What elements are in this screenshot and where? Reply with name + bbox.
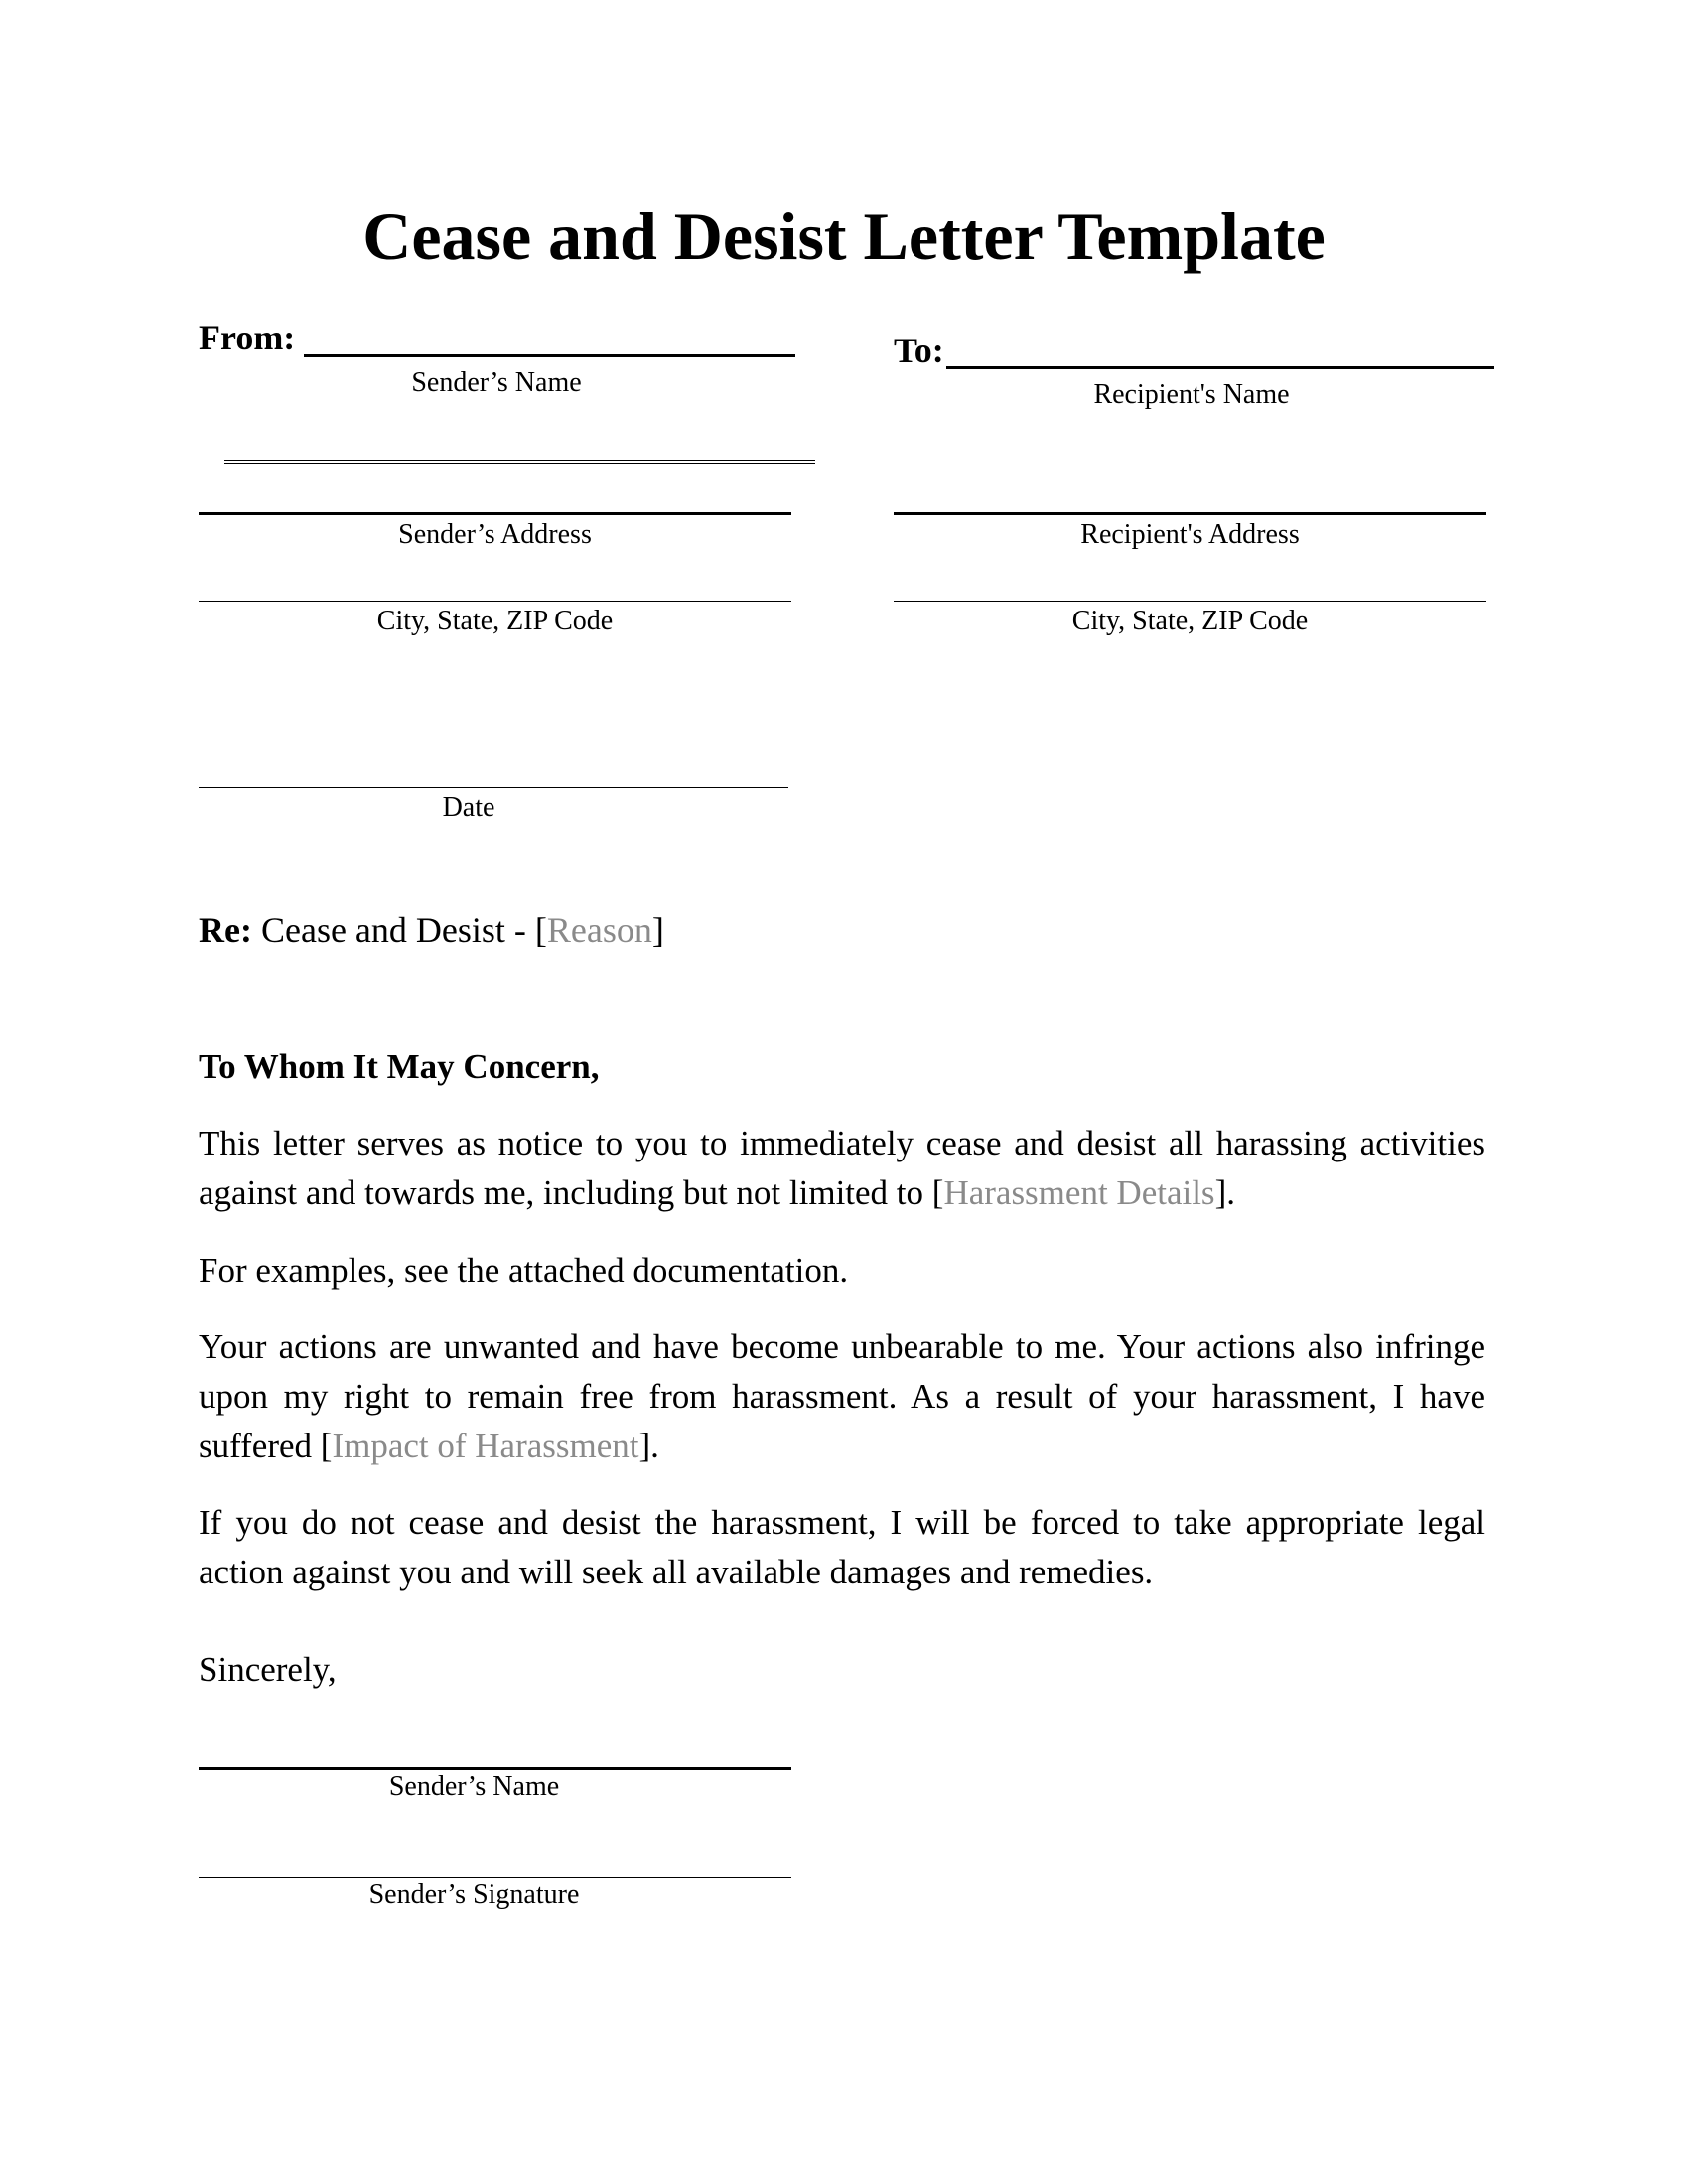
closing-name-caption: Sender’s Name bbox=[388, 1771, 560, 1802]
sender-city-line[interactable] bbox=[199, 601, 791, 602]
closing-text: Sincerely, bbox=[199, 1650, 337, 1689]
to-label: To: bbox=[894, 331, 944, 370]
signature-caption: Sender’s Signature bbox=[368, 1879, 580, 1910]
re-text: Cease and Desist - [ bbox=[260, 910, 547, 950]
re-line bbox=[199, 908, 664, 952]
reason-placeholder[interactable]: Reason bbox=[546, 910, 652, 950]
date-line[interactable] bbox=[199, 787, 788, 788]
harassment-details-placeholder[interactable]: Harassment Details bbox=[943, 1173, 1215, 1212]
recipient-address-line[interactable] bbox=[894, 512, 1486, 515]
recipient-address-caption: Recipient's Address bbox=[1080, 519, 1300, 550]
paragraph-1-suffix: ]. bbox=[1214, 1173, 1235, 1212]
paragraph-4 bbox=[199, 1498, 1485, 1597]
from-label: From: bbox=[199, 318, 296, 357]
salutation: To Whom It May Concern, bbox=[199, 1047, 600, 1086]
paragraph-4-text: If you do not cease and desist the harassment, I will be forced to take appropriate legal action against you and will seek all available damages and remedies. bbox=[199, 1503, 1485, 1591]
sender-name-caption: Sender’s Name bbox=[411, 367, 582, 398]
sender-address-caption: Sender’s Address bbox=[398, 519, 592, 550]
recipient-name-line[interactable] bbox=[946, 366, 1494, 369]
paragraph-2-text: For examples, see the attached documentation. bbox=[199, 1251, 849, 1290]
recipient-name-caption: Recipient's Name bbox=[1093, 379, 1290, 410]
paragraph-3-text: Your actions are unwanted and have become unbearable to me. Your actions also infringe upon my right to remain free from harassment. As a result of your harassment, I have suffered [ bbox=[199, 1327, 1485, 1465]
paragraph-2 bbox=[199, 1246, 1485, 1296]
recipient-city-line[interactable] bbox=[894, 601, 1486, 602]
sender-address-line[interactable] bbox=[199, 512, 791, 515]
recipient-city-caption: City, State, ZIP Code bbox=[1071, 606, 1309, 636]
paragraph-1 bbox=[199, 1119, 1485, 1218]
sender-name-line[interactable] bbox=[304, 354, 795, 357]
paragraph-3 bbox=[199, 1322, 1485, 1471]
paragraph-3-suffix: ]. bbox=[638, 1427, 659, 1465]
re-label: Re: bbox=[199, 910, 252, 950]
impact-placeholder[interactable]: Impact of Harassment bbox=[332, 1427, 639, 1465]
sender-city-caption: City, State, ZIP Code bbox=[376, 606, 614, 636]
date-caption: Date bbox=[442, 792, 495, 823]
re-suffix: ] bbox=[651, 910, 664, 950]
document-title: Cease and Desist Letter Template bbox=[362, 199, 1326, 274]
sender-extra-line[interactable] bbox=[224, 460, 815, 464]
paragraph-1-text: This letter serves as notice to you to immediately cease and desist all harassing activities against and towards me, including but not limited to [ bbox=[199, 1124, 1485, 1212]
